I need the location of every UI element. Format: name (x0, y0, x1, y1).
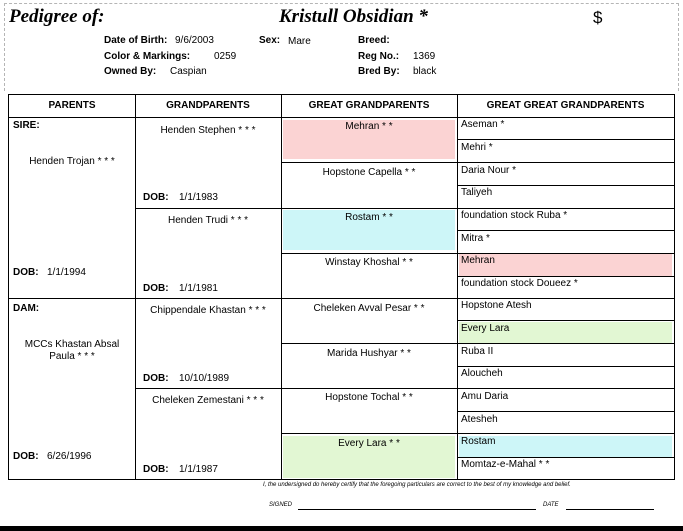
dam-label: DAM: (13, 303, 40, 314)
great-grandparent-name: Hopstone Tochal * * (325, 392, 413, 403)
great-great-grandparent-name: Aloucheh (461, 368, 503, 379)
grandparent-dob: 10/10/1989 (179, 373, 230, 384)
great-great-grandparent-name: Atesheh (461, 414, 498, 425)
ggg-divider (457, 139, 674, 140)
grandparent-name: Cheleken Zemestani * * * (152, 395, 264, 406)
horse-name: Kristull Obsidian * (279, 6, 428, 27)
great-great-grandparent-name: Mehran (461, 255, 495, 266)
grandparent-dob-label: DOB: (143, 464, 169, 475)
column-divider (135, 95, 136, 479)
great-grandparent-name: Mehran * * (345, 121, 393, 132)
pedigree-title: Pedigree of: (9, 6, 105, 27)
grandparent-dob-label: DOB: (143, 192, 169, 203)
header-row-divider (9, 117, 674, 118)
date-line (566, 509, 654, 510)
great-great-grandparent-name: Taliyeh (461, 187, 493, 198)
dam-name-line2: Paula * * * (49, 351, 95, 362)
dob-value: 9/6/2003 (175, 35, 214, 46)
header-border-top (4, 3, 679, 4)
grandparent-name: Chippendale Khastan * * * (150, 305, 266, 316)
great-great-grandparent-name: Ruba II (461, 346, 494, 357)
column-header-great-great-grandparents: GREAT GREAT GRANDPARENTS (486, 100, 645, 111)
bottom-border (0, 526, 683, 531)
grandparent-dob-label: DOB: (143, 283, 169, 294)
dam-dob: 6/26/1996 (47, 451, 92, 462)
owned-by-label: Owned By: (104, 66, 157, 77)
reg-no-value: 1369 (413, 51, 436, 62)
great-grandparent-name: Hopstone Capella * * (322, 167, 416, 178)
great-great-grandparent-name: Daria Nour * (461, 165, 517, 176)
certification-text: I, the undersigned do hereby certify that the foregoing particulars are correct to the best of my knowledge and belief. (263, 482, 571, 488)
column-header-grandparents: GRANDPARENTS (166, 100, 250, 111)
gg-divider (281, 433, 674, 434)
grandparent-dob-label: DOB: (143, 373, 169, 384)
ggg-divider (457, 411, 674, 412)
column-divider (457, 95, 458, 479)
date-label: DATE (543, 502, 559, 508)
gg-divider (281, 343, 674, 344)
dam-name-line1: MCCs Khastan Absal (24, 339, 120, 350)
great-great-grandparent-name: Mitra * (461, 233, 490, 244)
sex-value: Mare (288, 36, 311, 47)
grandparent-divider (135, 388, 674, 389)
ggg-divider (457, 276, 674, 277)
great-great-grandparent-name: Mehri * (461, 142, 493, 153)
column-header-great-grandparents: GREAT GRANDPARENTS (308, 100, 430, 111)
breed-label: Breed: (358, 35, 390, 46)
sire-dob-label: DOB: (13, 267, 39, 278)
color-markings-label: Color & Markings: (104, 51, 191, 62)
pedigree-table (8, 94, 675, 480)
gg-divider (281, 253, 674, 254)
great-great-grandparent-name: Amu Daria (461, 391, 509, 402)
color-markings-value: 0259 (214, 51, 237, 62)
great-great-grandparent-name: foundation stock Doueez * (461, 278, 578, 289)
column-divider (281, 95, 282, 479)
ggg-divider (457, 320, 674, 321)
great-great-grandparent-name: foundation stock Ruba * (461, 210, 568, 221)
ggg-divider (457, 185, 674, 186)
great-great-grandparent-name: Every Lara (461, 323, 510, 334)
header-border-right (678, 3, 679, 91)
sire-label: SIRE: (13, 120, 40, 131)
bred-by-label: Bred By: (358, 66, 400, 77)
signature-line (298, 509, 536, 510)
gg-divider (281, 162, 674, 163)
sex-label: Sex: (259, 35, 281, 46)
great-grandparent-name: Marida Hushyar * * (327, 348, 411, 359)
currency-symbol: $ (593, 8, 603, 27)
ggg-divider (457, 366, 674, 367)
grandparent-dob: 1/1/1981 (179, 283, 218, 294)
owned-by-value: Caspian (170, 66, 207, 77)
grandparent-divider (135, 208, 674, 209)
great-great-grandparent-name: Momtaz-e-Mahal * * (461, 459, 550, 470)
header-border-left (4, 3, 5, 91)
grandparent-dob: 1/1/1983 (179, 192, 218, 203)
great-grandparent-name: Every Lara * * (338, 438, 400, 449)
dam-dob-label: DOB: (13, 451, 39, 462)
great-grandparent-name: Cheleken Avval Pesar * * (313, 303, 425, 314)
great-grandparent-name: Rostam * * (345, 212, 393, 223)
sire-dob: 1/1/1994 (47, 267, 86, 278)
great-grandparent-name: Winstay Khoshal * * (325, 257, 413, 268)
sire-dam-divider (9, 298, 674, 299)
ggg-divider (457, 230, 674, 231)
great-great-grandparent-name: Rostam (461, 436, 496, 447)
bred-by-value: black (413, 66, 437, 77)
dob-label: Date of Birth: (104, 35, 168, 46)
ggg-divider (457, 457, 674, 458)
grandparent-name: Henden Trudi * * * (167, 215, 249, 226)
grandparent-name: Henden Stephen * * * (160, 125, 256, 136)
signed-label: SIGNED (269, 502, 293, 508)
ggg-highlight (459, 232, 672, 253)
column-header-parents: PARENTS (48, 100, 96, 111)
sire-name: Henden Trojan * * * (29, 156, 115, 167)
great-great-grandparent-name: Aseman * (461, 119, 505, 130)
reg-no-label: Reg No.: (358, 51, 400, 62)
grandparent-dob: 1/1/1987 (179, 464, 218, 475)
great-great-grandparent-name: Hopstone Atesh (461, 300, 532, 311)
